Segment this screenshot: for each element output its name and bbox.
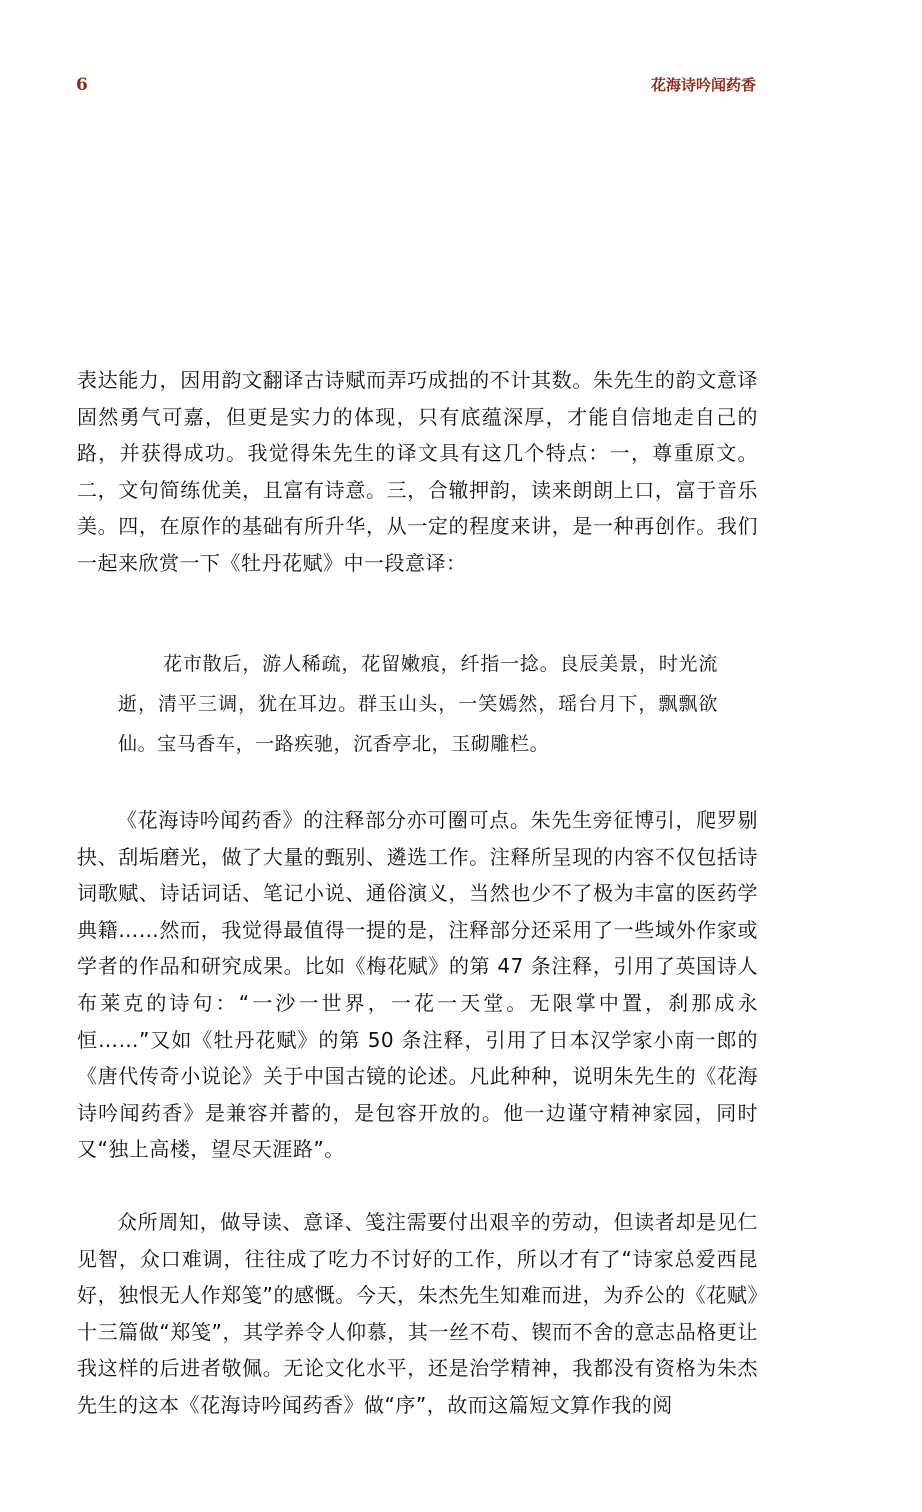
body-paragraph-2: 《花海诗吟闻药香》的注释部分亦可圈可点。朱先生旁征博引，爬罗剔抉、刮垢磨光，做了大量的甄别、遴选工作。注释所呈现的内容不仅包括诗词歌赋、诗话词话、笔记小说、通俗演义，当然也少不了极为丰富的医药学典籍……然而，我觉得最值得一提的是，注释部分还采用了一些域外作家或学者的作品和研究成果。比如《梅花赋》的第 47 条注释，引用了英国诗人布莱克的诗句：“一沙一世界，一花一天堂。无限掌中置，刹那成永恒……”又如《牡丹花赋》的第 50 条注释，引用了日本汉学家小南一郎的《唐代传奇小说论》关于中国古镜的论述。凡此种种，说明朱先生的《花海诗吟闻药香》是兼容并蓄的，是包容开放的。他一边谨守精神家园，同时又“独上高楼，望尽天涯路”。 [77,808,758,1162]
body-paragraph-1: 表达能力，因用韵文翻译古诗赋而弄巧成拙的不计其数。朱先生的韵文意译固然勇气可嘉，但更是实力的体现，只有底蕴深厚，才能自信地走自己的路，并获得成功。我觉得朱先生的译文具有这几个特点：一，尊重原文。二，文句简练优美，且富有诗意。三，合辙押韵，读来朗朗上口，富于音乐美。四，在原作的基础有所升华，从一定的程度来讲，是一种再创作。我们一起来欣赏一下《牡丹花赋》中一段意译： [77,368,758,575]
running-title: 花海诗吟闻药香 [650,76,756,94]
quoted-translation: 花市散后，游人稀疏，花留嫩痕，纤指一捻。良辰美景，时光流逝，清平三调，犹在耳边。群玉山头，一笑嫣然，瑶台月下，飘飘欲仙。宝马香车，一路疾驰，沉香亭北，玉砌雕栏。 [118,653,718,755]
page-number: 6 [76,75,88,95]
body-paragraph-3: 众所周知，做导读、意译、笺注需要付出艰辛的劳动，但读者却是见仁见智，众口难调，往往成了吃力不讨好的工作，所以才有了“诗家总爱西昆好，独恨无人作郑笺”的感慨。今天，朱杰先生知难而进，为乔公的《花赋》十三篇做“郑笺”，其学养令人仰慕，其一丝不苟、锲而不舍的意志品格更让我这样的后进者敬佩。无论文化水平，还是治学精神，我都没有资格为朱杰先生的这本《花海诗吟闻药香》做“序”，故而这篇短文算作我的阅 [77,1210,758,1417]
